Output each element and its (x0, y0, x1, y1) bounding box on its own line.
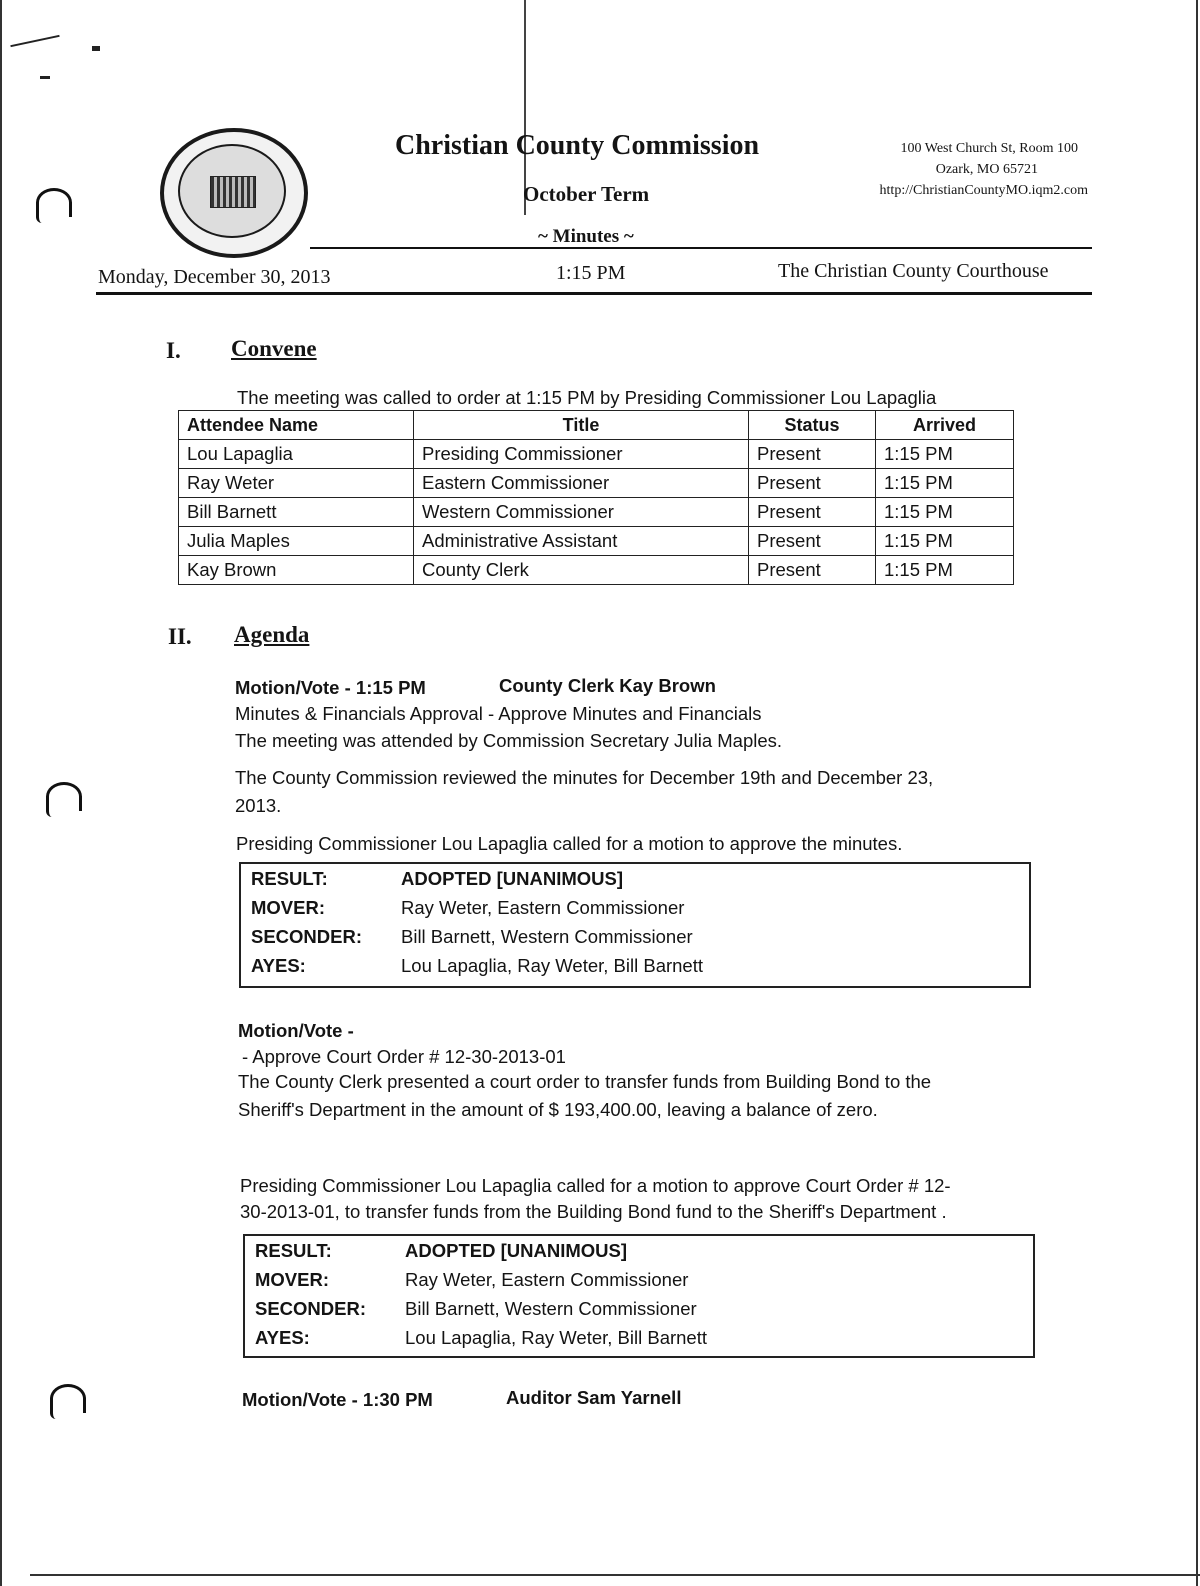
seal-inner-ring (178, 144, 286, 238)
address-line2: Ozark, MO 65721 (935, 162, 1038, 177)
attendee-title: Administrative Assistant (414, 527, 749, 556)
vote-row-ayes (245, 1323, 1033, 1352)
vote-seconder: Bill Barnett, Western Commissioner (401, 926, 693, 947)
vote-row-mover (241, 893, 1029, 922)
attendee-table-header (179, 411, 1014, 440)
motion-subject: Minutes & Financials Approval - Approve Minutes and Financials (235, 703, 762, 724)
table-row (179, 527, 1014, 556)
vote-mover: Ray Weter, Eastern Commissioner (405, 1269, 689, 1290)
punch-hole (46, 782, 82, 811)
attendee-status: Present (749, 498, 876, 527)
vote-row-seconder (241, 922, 1029, 951)
vote-result: ADOPTED [UNANIMOUS] (401, 868, 623, 889)
column-header: Attendee Name (179, 411, 414, 440)
section-heading-agenda: Agenda (234, 622, 310, 647)
attendee-name: Ray Weter (179, 469, 414, 498)
org-title: Christian County Commission (395, 130, 760, 161)
column-header: Status (749, 411, 876, 440)
scan-speck (92, 46, 100, 51)
meeting-date: Monday, December 30, 2013 (98, 266, 331, 288)
motion-call: Presiding Commissioner Lou Lapaglia called for a motion to approve the minutes. (236, 833, 903, 854)
scan-edge-right (1196, 0, 1198, 1586)
county-seal (160, 128, 308, 258)
attendee-status: Present (749, 527, 876, 556)
vote-row-mover (245, 1265, 1033, 1294)
vote-label: AYES: (251, 955, 306, 976)
table-row (179, 556, 1014, 585)
attendee-status: Present (749, 440, 876, 469)
attendee-title: County Clerk (414, 556, 749, 585)
vote-result-box (243, 1234, 1035, 1358)
section-heading-convene: Convene (231, 336, 317, 361)
attendee-name: Lou Lapaglia (179, 440, 414, 469)
doc-type: ~ Minutes ~ (538, 226, 634, 247)
scan-mark (10, 35, 59, 47)
motion-label: Motion/Vote - 1:15 PM (235, 677, 426, 698)
header-rule-top (310, 247, 1092, 249)
meeting-location: The Christian County Courthouse (778, 260, 1049, 282)
attendee-title: Eastern Commissioner (414, 469, 749, 498)
table-row (179, 469, 1014, 498)
motion-call-cont: 30-2013-01, to transfer funds from the Building Bond fund to the Sheriff's Department . (240, 1201, 947, 1222)
punch-hole (50, 1384, 86, 1413)
motion-description: The County Clerk presented a court order to transfer funds from Building Bond to the (238, 1071, 932, 1092)
attendee-arrived: 1:15 PM (876, 469, 1014, 498)
vote-row-ayes (241, 951, 1029, 980)
scan-speck (40, 76, 50, 79)
attendee-name: Bill Barnett (179, 498, 414, 527)
vote-seconder: Bill Barnett, Western Commissioner (405, 1298, 697, 1319)
vote-mover: Ray Weter, Eastern Commissioner (401, 897, 685, 918)
meeting-time: 1:15 PM (556, 262, 626, 284)
section-number: II. (168, 624, 192, 649)
website: http://ChristianCountyMO.iqm2.com (879, 183, 1088, 198)
address-block (830, 138, 1088, 201)
address-line1: 100 West Church St, Room 100 (900, 141, 1078, 156)
scan-edge-bottom (30, 1574, 1200, 1576)
attendee-arrived: 1:15 PM (876, 498, 1014, 527)
vote-label: MOVER: (255, 1269, 329, 1290)
vote-ayes: Lou Lapaglia, Ray Weter, Bill Barnett (405, 1327, 707, 1348)
attendee-name: Kay Brown (179, 556, 414, 585)
attendee-arrived: 1:15 PM (876, 527, 1014, 556)
vote-row-result (241, 864, 1029, 893)
term: October Term (523, 182, 650, 206)
punch-hole (36, 188, 72, 217)
table-row (179, 498, 1014, 527)
seal-courthouse-image (210, 176, 256, 208)
vote-ayes: Lou Lapaglia, Ray Weter, Bill Barnett (401, 955, 703, 976)
vote-label: SECONDER: (251, 926, 363, 947)
vote-row-result (245, 1236, 1033, 1265)
motion-label: Motion/Vote - (238, 1020, 354, 1041)
vote-label: SECONDER: (255, 1298, 367, 1319)
header-rule-bottom (96, 292, 1092, 295)
vote-label: RESULT: (251, 868, 328, 889)
vote-label: MOVER: (251, 897, 325, 918)
convene-intro: The meeting was called to order at 1:15 PM by Presiding Commissioner Lou Lapaglia (237, 387, 937, 408)
attendee-status: Present (749, 556, 876, 585)
motion-presenter: County Clerk Kay Brown (499, 675, 716, 696)
vote-result-box (239, 862, 1031, 988)
attendee-arrived: 1:15 PM (876, 440, 1014, 469)
scan-edge-left (0, 0, 2, 1586)
motion-description-cont: Sheriff's Department in the amount of $ 193,400.00, leaving a balance of zero. (238, 1099, 878, 1120)
attendee-status: Present (749, 469, 876, 498)
attendee-name: Julia Maples (179, 527, 414, 556)
vote-label: AYES: (255, 1327, 310, 1348)
motion-reviewed: The County Commission reviewed the minutes for December 19th and December 23, (235, 767, 934, 788)
motion-attended: The meeting was attended by Commission Secretary Julia Maples. (235, 730, 783, 751)
column-header: Arrived (876, 411, 1014, 440)
column-header: Title (414, 411, 749, 440)
section-number: I. (166, 338, 181, 363)
vote-row-seconder (245, 1294, 1033, 1323)
vote-label: RESULT: (255, 1240, 332, 1261)
attendee-table (178, 410, 1014, 585)
motion-presenter: Auditor Sam Yarnell (506, 1387, 682, 1408)
motion-subject: - Approve Court Order # 12-30-2013-01 (242, 1046, 566, 1067)
attendee-title: Western Commissioner (414, 498, 749, 527)
motion-call: Presiding Commissioner Lou Lapaglia called for a motion to approve Court Order # 12- (240, 1175, 951, 1196)
motion-reviewed-cont: 2013. (235, 795, 282, 816)
motion-label: Motion/Vote - 1:30 PM (242, 1389, 433, 1410)
vote-result: ADOPTED [UNANIMOUS] (405, 1240, 627, 1261)
table-row (179, 440, 1014, 469)
attendee-title: Presiding Commissioner (414, 440, 749, 469)
attendee-arrived: 1:15 PM (876, 556, 1014, 585)
